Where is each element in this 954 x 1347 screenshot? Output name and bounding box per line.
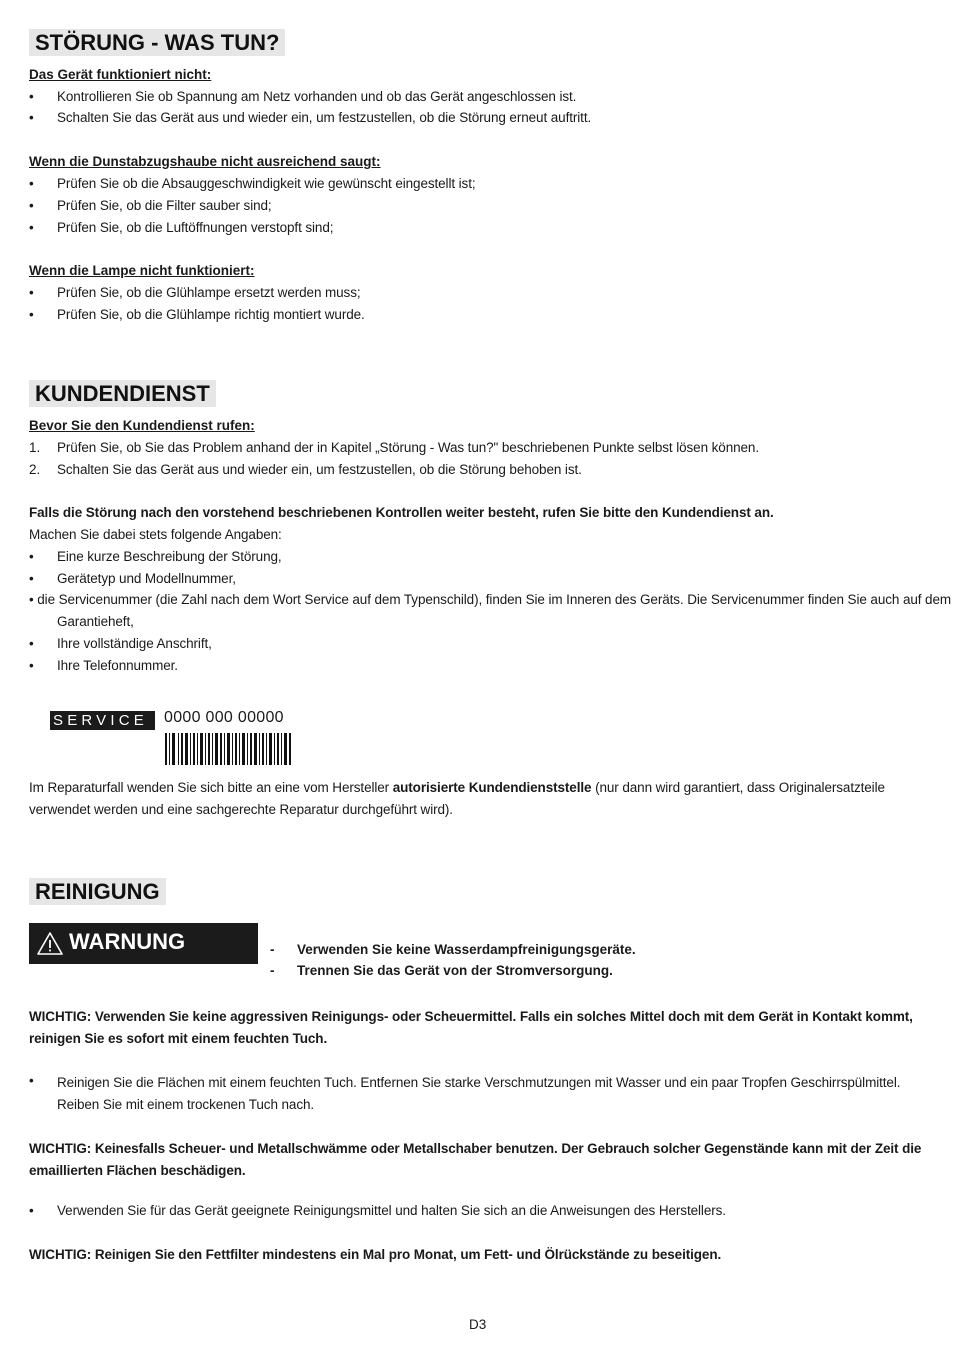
list-item: Reinigen Sie die Flächen mit einem feuchten Tuch. Entfernen Sie starke Verschmutzungen mit Wasser und ein paar Tropfen Geschirrspülmittel. Reiben Sie mit einem trockenen Tuch nach. xyxy=(57,1075,901,1112)
repair-text-bold: autorisierte Kundendienststelle xyxy=(392,780,592,795)
subheading-before-calling: Bevor Sie den Kundendienst rufen: xyxy=(29,418,255,433)
bullet-mark: • xyxy=(29,636,34,651)
warning-box xyxy=(29,923,258,964)
service-intro: Machen Sie dabei stets folgende Angaben: xyxy=(29,527,282,542)
list-item: • die Servicenummer (die Zahl nach dem Wort Service auf dem Typenschild), finden Sie im Inneren des Geräts. Die Servicenummer finden Sie auch auf dem xyxy=(29,592,952,607)
list-item: Verwenden Sie für das Gerät geeignete Reinigungsmittel und halten Sie sich an die Anweisungen des Herstellers. xyxy=(57,1203,726,1218)
important-note-2: WICHTIG: Keinesfalls Scheuer- und Metallschwämme oder Metallschaber benutzen. Der Gebrauch solcher Gegenstände kann mit der Zeit die emaillierten Flächen beschädigen. xyxy=(29,1141,922,1178)
bullet-mark: • xyxy=(29,285,34,300)
repair-text: Im Reparaturfall wenden Sie sich bitte an eine vom Hersteller xyxy=(29,780,393,795)
list-item: Prüfen Sie, ob die Filter sauber sind; xyxy=(57,198,272,213)
bullet-mark: • xyxy=(29,1073,34,1088)
list-item: Prüfen Sie ob die Absauggeschwindigkeit wie gewünscht eingestellt ist; xyxy=(57,176,476,191)
bullet-mark: • xyxy=(29,1203,34,1218)
subheading-insufficient-suction: Wenn die Dunstabzugshaube nicht ausreichend saugt: xyxy=(29,154,381,169)
list-item: Gerätetyp und Modellnummer, xyxy=(57,571,236,586)
subheading-lamp-not-working: Wenn die Lampe nicht funktioniert: xyxy=(29,263,255,278)
list-item: Kontrollieren Sie ob Spannung am Netz vorhanden und ob das Gerät angeschlossen ist. xyxy=(57,89,577,104)
bullet-mark: • xyxy=(29,571,34,586)
list-number: 1. xyxy=(29,440,41,455)
list-item: Prüfen Sie, ob Sie das Problem anhand der in Kapitel „Störung - Was tun?" beschriebenen Punkte selbst lösen können. xyxy=(57,440,759,455)
list-item: Prüfen Sie, ob die Glühlampe ersetzt werden muss; xyxy=(57,285,361,300)
list-item: Schalten Sie das Gerät aus und wieder ein, um festzustellen, ob die Störung erneut auftritt. xyxy=(57,110,592,125)
page-number: D3 xyxy=(469,1317,487,1332)
bullet-mark: • xyxy=(29,176,34,191)
dash-mark: - xyxy=(270,942,275,957)
list-item: Ihre Telefonnummer. xyxy=(57,658,178,673)
service-note-bold: Falls die Störung nach den vorstehend beschriebenen Kontrollen weiter besteht, rufen Sie bitte den Kundendienst an. xyxy=(29,505,774,520)
list-item: Eine kurze Beschreibung der Störung, xyxy=(57,549,282,564)
list-item: Ihre vollständige Anschrift, xyxy=(57,636,212,651)
warning-title: WARNUNG xyxy=(69,929,186,954)
service-number: 0000 000 00000 xyxy=(164,709,284,726)
warning-item: Trennen Sie das Gerät von der Stromversorgung. xyxy=(297,963,613,978)
list-item-continuation: Garantieheft, xyxy=(57,614,134,629)
list-item: Prüfen Sie, ob die Luftöffnungen verstopft sind; xyxy=(57,220,334,235)
repair-text: (nur dann wird garantiert, dass Originalersatzteile verwendet werden und eine sachgerechte Reparatur durchgeführt wird). xyxy=(29,780,885,817)
list-number: 2. xyxy=(29,462,41,477)
important-note-1: WICHTIG: Verwenden Sie keine aggressiven Reinigungs- oder Scheuermittel. Falls ein solches Mittel doch mit dem Gerät in Kontakt kommt, reinigen Sie es sofort mit einem feuchten Tuch. xyxy=(29,1009,913,1046)
bullet-mark: • xyxy=(29,549,34,564)
barcode-icon xyxy=(165,733,291,765)
subheading-device-not-working: Das Gerät funktioniert nicht: xyxy=(29,67,212,82)
section-title-cleaning: REINIGUNG xyxy=(29,878,166,905)
warning-triangle-icon xyxy=(37,932,63,955)
important-note-3: WICHTIG: Reinigen Sie den Fettfilter mindestens ein Mal pro Monat, um Fett- und Ölrückstände zu beseitigen. xyxy=(29,1247,722,1262)
bullet-mark: • xyxy=(29,89,34,104)
section-title-customer-service: KUNDENDIENST xyxy=(29,380,216,407)
dash-mark: - xyxy=(270,963,275,978)
bullet-mark: • xyxy=(29,220,34,235)
list-item: Schalten Sie das Gerät aus und wieder ein, um festzustellen, ob die Störung behoben ist. xyxy=(57,462,582,477)
warning-item: Verwenden Sie keine Wasserdampfreinigungsgeräte. xyxy=(297,942,636,957)
bullet-mark: • xyxy=(29,658,34,673)
repair-paragraph xyxy=(29,777,924,821)
section-title-troubleshooting: STÖRUNG - WAS TUN? xyxy=(29,29,285,56)
list-item: Prüfen Sie, ob die Glühlampe richtig montiert wurde. xyxy=(57,307,365,322)
bullet-mark: • xyxy=(29,307,34,322)
bullet-mark: • xyxy=(29,198,34,213)
bullet-mark: • xyxy=(29,110,34,125)
service-label: SERVICE xyxy=(50,711,155,730)
